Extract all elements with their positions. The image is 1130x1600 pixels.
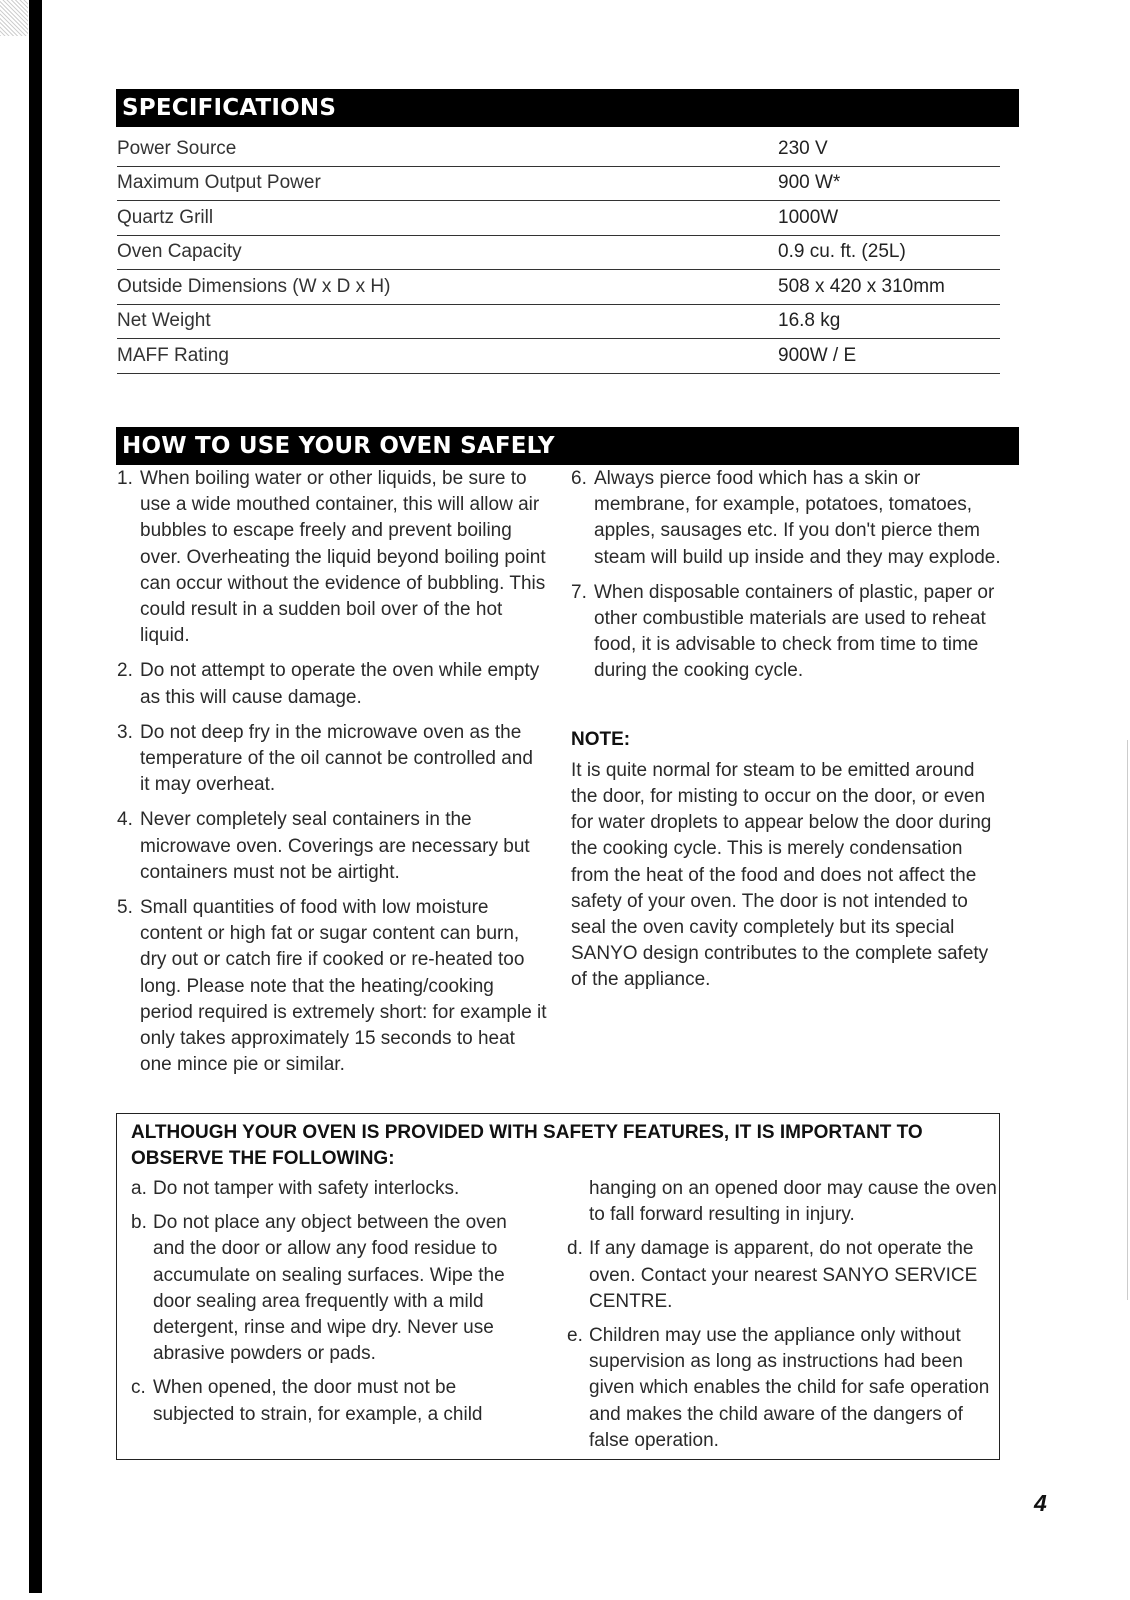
safety-item: [117, 807, 547, 886]
item-number: 6.: [571, 468, 587, 489]
important-item: [131, 1210, 531, 1367]
item-number: 1.: [117, 468, 133, 489]
item-text: Do not place any object between the oven and the door or allow any food residue to accumulate on sealing surfaces. Wipe the door sealing area frequently with a mild detergent, rinse and wipe dry. Never use abrasive powders or pads.: [153, 1212, 507, 1365]
item-text: Never completely seal containers in the microwave oven. Coverings are necessary but containers must not be airtight.: [140, 809, 530, 883]
item-letter: d.: [567, 1238, 583, 1260]
item-number: 4.: [117, 809, 133, 831]
safety-item: [571, 580, 1001, 685]
item-text: If any damage is apparent, do not operate the oven. Contact your nearest SANYO SERVICE CENTRE.: [589, 1238, 978, 1312]
item-number: 2.: [117, 660, 133, 682]
important-item: [131, 1176, 531, 1202]
item-text: Always pierce food which has a skin or membrane, for example, potatoes, tomatoes, apples, sausages etc. If you don't pierce them steam will build up inside and they may explode.: [594, 468, 1001, 568]
item-number: 7.: [571, 581, 587, 603]
spec-label: Quartz Grill: [117, 206, 214, 228]
spec-label: Net Weight: [117, 310, 211, 332]
safety-item: [117, 658, 547, 710]
item-text: Do not deep fry in the microwave oven as the temperature of the oil cannot be controlled and it may overheat.: [140, 721, 533, 796]
safety-list-right: [571, 466, 1001, 994]
item-number: 3.: [117, 721, 133, 743]
item-letter: e.: [567, 1325, 583, 1347]
item-text: Do not tamper with safety interlocks.: [153, 1178, 460, 1199]
page-number: 4: [1034, 1490, 1047, 1516]
page-edge-line: [1127, 740, 1128, 1300]
important-item: [567, 1323, 997, 1454]
spec-row: [117, 305, 1000, 340]
item-text: When disposable containers of plastic, paper or other combustible materials are used to reheat food, it is advisable to check from time to time during the cooking cycle.: [594, 581, 995, 682]
spec-row: [117, 270, 1000, 305]
spec-value: 16.8 kg: [778, 310, 841, 332]
item-text: When boiling water or other liquids, be sure to use a wide mouthed container, this will allow air bubbles to escape freely and prevent boiling over. Overheating the liquid beyond boiling point can occur without the evidence of bubbling. This could result in a sudden boil over of the hot liquid.: [140, 468, 546, 647]
spec-row: [117, 132, 1000, 167]
spec-value: 230 V: [778, 137, 828, 159]
spec-label: MAFF Rating: [117, 344, 229, 366]
spec-row: [117, 167, 1000, 202]
binding-edge-bar: [29, 0, 42, 1593]
safety-heading: HOW TO USE YOUR OVEN SAFELY: [116, 427, 603, 465]
note-heading: NOTE:: [571, 728, 631, 750]
important-notice-title: ALTHOUGH YOUR OVEN IS PROVIDED WITH SAFETY FEATURES, IT IS IMPORTANT TO OBSERVE THE FOLLOWING:: [131, 1122, 923, 1169]
note-body: It is quite normal for steam to be emitted around the door, for misting to occur on the door, or even for water droplets to appear below the door during the cooking cycle. This is merely condensation from the heat of the food and does not affect the safety of your oven. The door is not intended to seal the oven cavity completely but its special SANYO design contributes to the complete safety of the appliance.: [571, 759, 992, 991]
spec-value: 900W / E: [778, 344, 857, 366]
spec-label: Outside Dimensions (W x D x H): [117, 275, 391, 297]
item-letter: c.: [131, 1377, 146, 1399]
important-item: [131, 1375, 531, 1427]
spec-value: 508 x 420 x 310mm: [778, 275, 945, 297]
item-letter: a.: [131, 1178, 147, 1199]
specifications-table: [117, 132, 1000, 374]
spec-row: [117, 339, 1000, 374]
safety-heading-bar-extension: [603, 427, 1019, 465]
safety-item: [571, 466, 1001, 571]
important-list-left: [131, 1176, 531, 1436]
spec-row: [117, 201, 1000, 236]
safety-item: [117, 466, 547, 649]
spec-label: Power Source: [117, 137, 237, 159]
important-item: [567, 1236, 997, 1315]
important-notice-box: [116, 1113, 1000, 1460]
spec-value: 1000W: [778, 206, 839, 228]
spec-row: [117, 236, 1000, 271]
safety-list-left: [117, 466, 547, 1087]
safety-item: [117, 895, 547, 1078]
item-text: Do not attempt to operate the oven while empty as this will cause damage.: [140, 660, 540, 708]
spec-value: 0.9 cu. ft. (25L): [778, 241, 906, 263]
spec-label: Maximum Output Power: [117, 172, 321, 194]
item-letter: b.: [131, 1212, 147, 1234]
important-list-right: [567, 1176, 997, 1462]
specifications-heading: SPECIFICATIONS: [116, 89, 1019, 127]
item-text: Children may use the appliance only without supervision as long as instructions had been given which enables the child for safe operation and makes the child aware of the dangers of false operation.: [589, 1325, 990, 1451]
spec-label: Oven Capacity: [117, 241, 242, 263]
scan-artifact: [0, 0, 28, 36]
item-text: When opened, the door must not be subjected to strain, for example, a child: [153, 1377, 483, 1425]
spec-value: 900 W*: [778, 172, 841, 194]
safety-item: [117, 720, 547, 799]
item-number: 5.: [117, 897, 133, 919]
item-continuation: hanging on an opened door may cause the oven to fall forward resulting in injury.: [589, 1178, 997, 1226]
item-text: Small quantities of food with low moisture content or high fat or sugar content can burn, dry out or catch fire if cooked or re-heated too long. Please note that the heating/cooking period required is extremely short: for example it only takes approximately 15 seconds to heat one mince pie or similar.: [140, 897, 547, 1076]
